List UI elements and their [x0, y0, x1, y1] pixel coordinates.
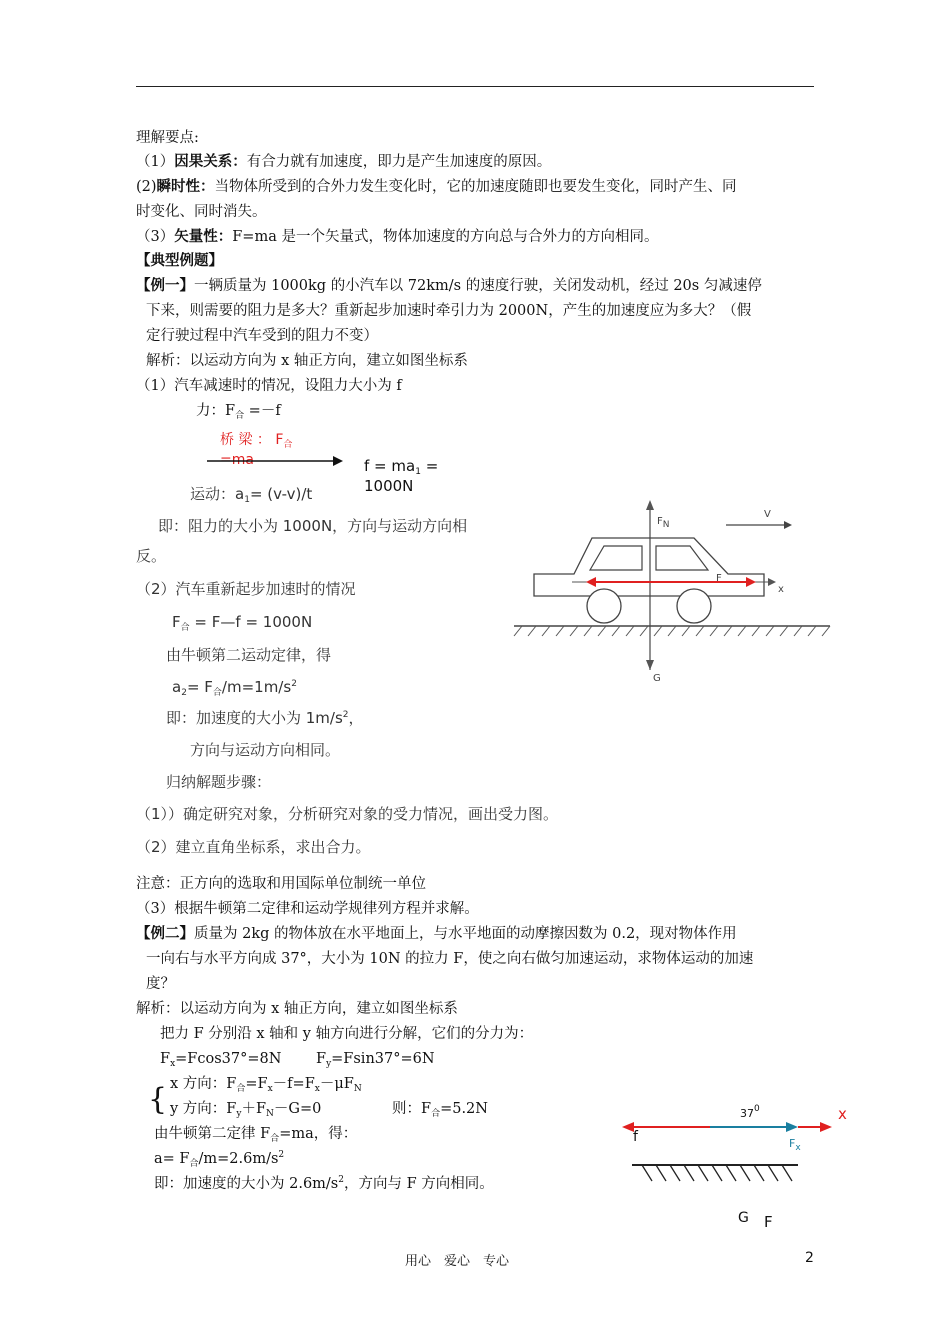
text-line: 下来，则需要的阻力是多大？重新起步加速时牵引力为 2000N，产生的加速度应为多大？（假 — [146, 303, 752, 319]
text-line: 解析：以运动方向为 x 轴正方向，建立如图坐标系 — [146, 353, 468, 369]
step3: （3）根据牛顿第二定律和运动学规律列方程并求解。 — [136, 901, 479, 917]
fx-label: $F_x$ — [789, 1137, 801, 1153]
bridge-eq-tail: =ma — [220, 452, 254, 468]
g-label: G — [738, 1210, 749, 1226]
text-line: 理解要点: — [136, 130, 199, 146]
net-force-result: 则：$F_合=5.2N$ — [392, 1101, 488, 1119]
acceleration-eq: $a= F_合/m=2.6m/s^2$ — [154, 1150, 285, 1169]
final-result: 即：加速度的大小为 $2.6m/s^2$，方向与 F 方向相同。 — [154, 1175, 494, 1192]
v-label: V — [764, 509, 771, 520]
text-line: (2)瞬时性：当物体所受到的合外力发生变化时，它的加速度随即也要发生变化，同时产生、同 — [136, 178, 737, 195]
car-wheel — [587, 589, 621, 623]
car-window-rear — [656, 546, 708, 570]
part2-heading: （2）汽车重新起步加速时的情况 — [136, 580, 356, 598]
text-line: （1）因果关系：有合力就有加速度，即力是产生加速度的原因。 — [136, 153, 552, 170]
newton2-line: 由牛顿第二定律 $F_合=ma$，得： — [154, 1126, 358, 1144]
text-line: 解析：以运动方向为 x 轴正方向，建立如图坐标系 — [136, 1001, 458, 1017]
friction-label: f — [633, 1129, 638, 1145]
ground-hatching — [642, 1165, 792, 1181]
motion-eq: 运动：$a_1= (v-v)/t$ — [190, 485, 313, 505]
footer-motto: 用心 爱心 专心 — [405, 1254, 510, 1269]
net-force-eq: $F_合$ = F—f = 1000N — [172, 613, 313, 633]
g-label: G — [653, 673, 661, 684]
fx-arrow — [786, 1122, 798, 1132]
step1: （1））确定研究对象，分析研究对象的受力情况，画出受力图。 — [136, 805, 559, 823]
conclusion1: 即：阻力的大小为 1000N，方向与运动方向相 — [158, 517, 468, 535]
friction-arrow — [586, 577, 596, 587]
car-body — [534, 538, 764, 596]
section-heading: 【典型例题】 — [136, 252, 223, 269]
pull-force-label: F — [764, 1213, 773, 1231]
text-line: 定行驶过程中汽车受到的阻力不变） — [146, 328, 378, 344]
bridge-eq: 桥 梁 ： $F_合$ — [220, 432, 293, 450]
force-eq: 力：$F_合 =-f$ — [196, 403, 281, 421]
block-force-diagram — [620, 1115, 840, 1195]
acc-eq: $a_2= F_合/m=1m/s^2$ — [172, 678, 297, 698]
fx-eq: $F_x=Fcos37^\circ=8N$ — [160, 1051, 282, 1069]
friction-eq: $f = ma_1$ = — [364, 457, 439, 477]
bridge-arrow — [205, 455, 345, 467]
page-number: 2 — [805, 1250, 814, 1266]
text-line: （1）汽车减速时的情况，设阻力大小为 f — [136, 378, 402, 394]
example2-text: 【例二】质量为 2kg 的物体放在水平地面上，与水平地面的动摩擦因数为 0.2，现对物体作用 — [136, 925, 737, 942]
text-line: 度？ — [146, 976, 175, 992]
text-line: 时变化、同时消失。 — [136, 204, 267, 220]
x-direction-eq: x 方向：$F_合=F_x-f=F_x-\mu F_N$ — [170, 1076, 362, 1094]
conclusion2-tail: 方向与运动方向相同。 — [190, 741, 341, 759]
step2: （2）建立直角坐标系，求出合力。 — [136, 838, 371, 856]
conclusion2: 即：加速度的大小为 $1m/s^2$， — [166, 709, 364, 727]
x-label: x — [778, 584, 784, 595]
y-direction-eq: y 方向：$F_y+F_N-G=0$ — [170, 1101, 322, 1119]
friction-value: 1000N — [364, 477, 414, 495]
x-axis-arrow — [820, 1122, 832, 1132]
header-rule — [136, 86, 814, 87]
text-line: 一向右与水平方向成 37°，大小为 10N 的拉力 F，使之向右做匀加速运动，求物体运动的加速 — [146, 951, 754, 967]
newton-line: 由牛顿第二运动定律，得 — [166, 646, 332, 664]
car-wheel — [677, 589, 711, 623]
fn-label: FN — [657, 516, 670, 530]
brace: { — [148, 1082, 168, 1117]
traction-arrow — [746, 577, 756, 587]
ground-hatching — [514, 626, 830, 636]
text-line: （3）矢量性：F=ma 是一个矢量式，物体加速度的方向总与合外力的方向相同。 — [136, 228, 659, 245]
car-window-front — [590, 546, 642, 570]
summary-heading: 归纳解题步骤： — [166, 773, 272, 791]
car-force-diagram — [512, 500, 832, 700]
text-line: 把力 F 分别沿 x 轴和 y 轴方向进行分解，它们的分力为： — [160, 1026, 534, 1042]
x-label: x — [838, 1105, 847, 1123]
conclusion1-tail: 反。 — [136, 547, 167, 565]
text-line: 【例一】一辆质量为 1000kg 的小汽车以 72km/s 的速度行驶，关闭发动机，经过 20s 匀减速停 — [136, 277, 762, 294]
angle-label: $37^0$ — [740, 1104, 760, 1120]
y-axis-arrow — [646, 500, 654, 510]
traction-label: F — [716, 573, 722, 584]
note-line: 注意：正方向的选取和用国际单位制统一单位 — [136, 876, 426, 892]
fy-eq: $F_y=Fsin37^\circ=6N$ — [316, 1051, 435, 1069]
